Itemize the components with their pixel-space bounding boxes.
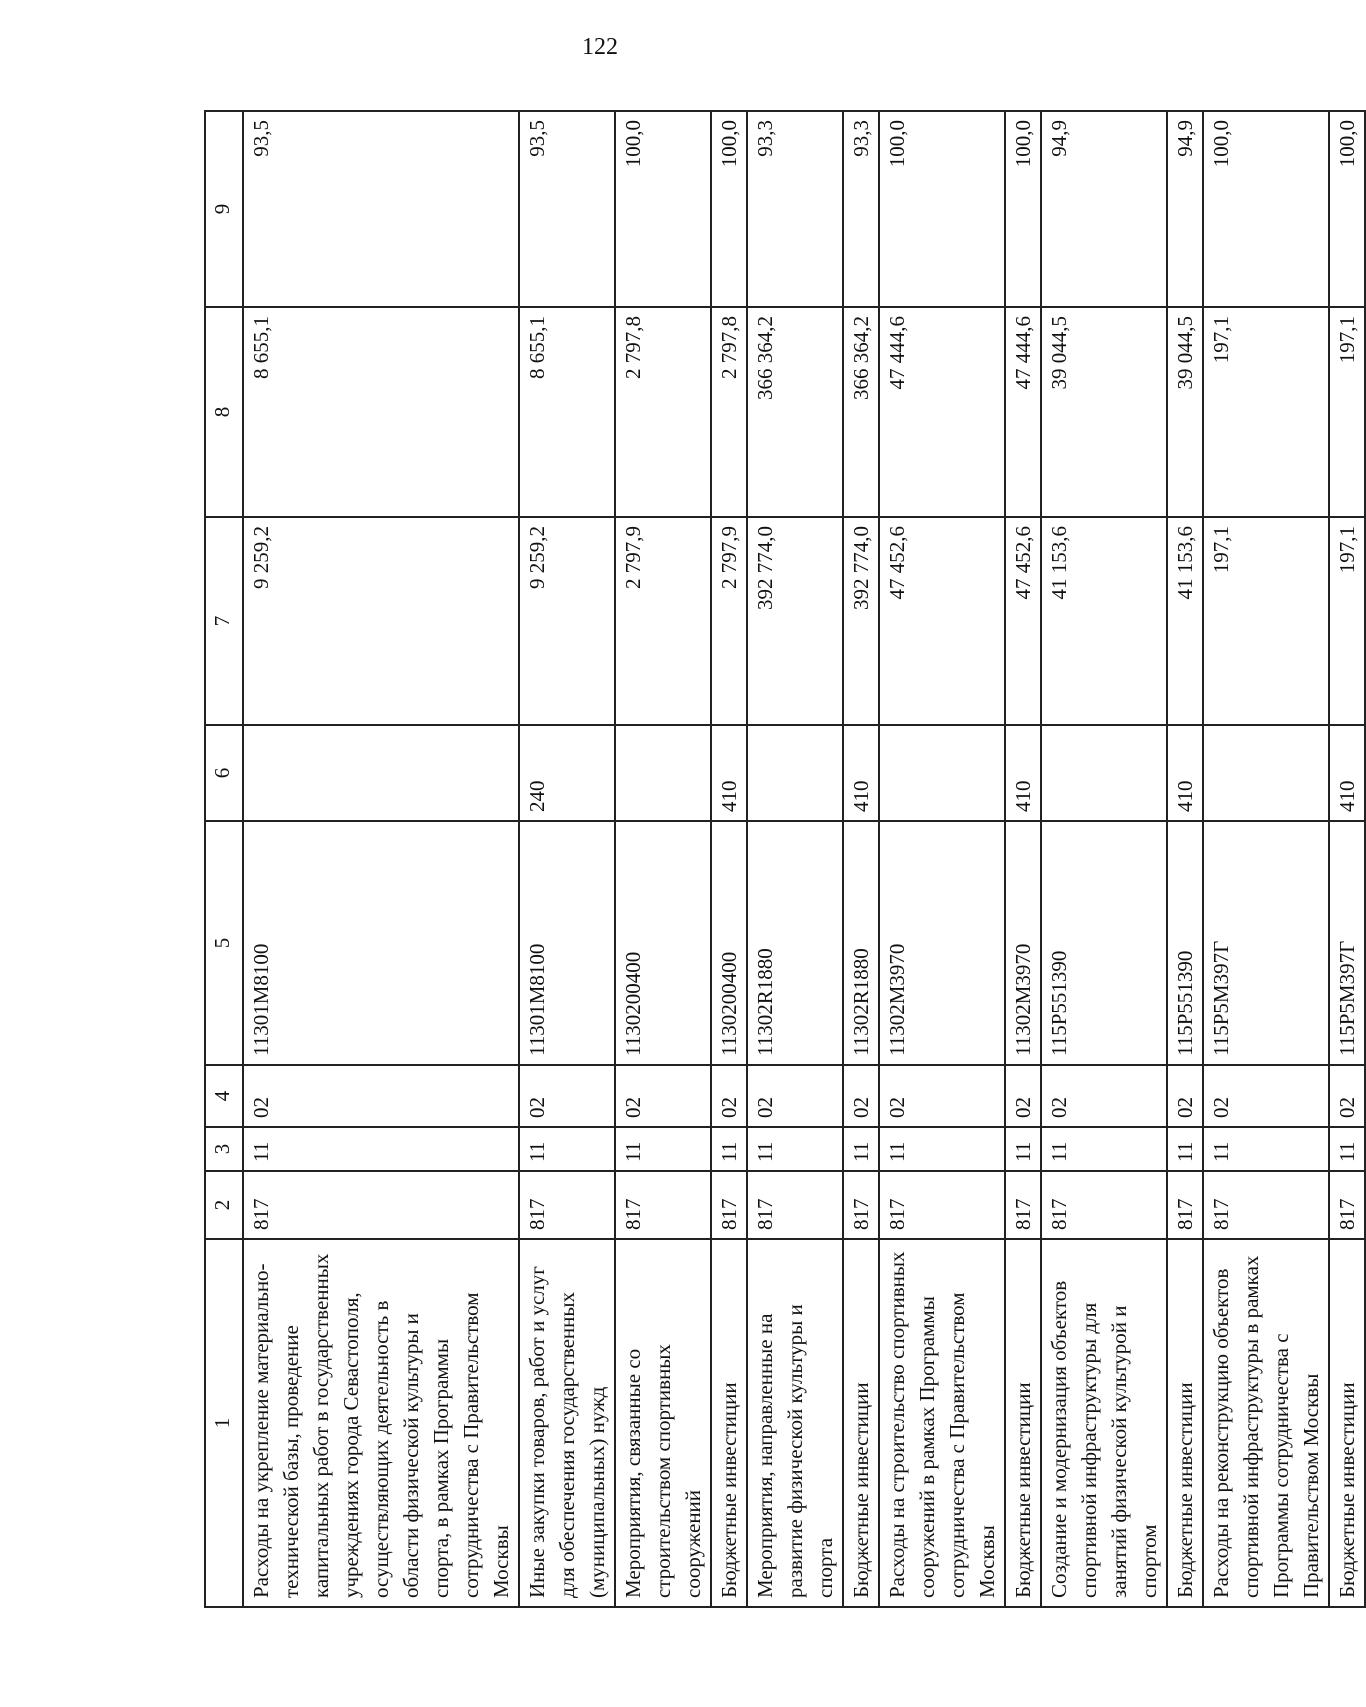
code-cell: 817 <box>1203 1171 1329 1239</box>
code-cell: 817 <box>711 1171 747 1239</box>
percent-cell: 93,3 <box>747 111 843 307</box>
code-cell: 410 <box>1005 725 1041 821</box>
code-cell <box>1041 725 1167 821</box>
amount-cell: 197,1 <box>1329 307 1365 517</box>
code-cell <box>243 725 519 821</box>
row-name-cell: Иные закупки товаров, работ и услуг для обеспечения государственных (муниципальных) нужд <box>519 1239 615 1607</box>
code-cell: 817 <box>243 1171 519 1239</box>
code-cell: 1130200400 <box>711 821 747 1065</box>
header-cell: 6 <box>205 725 243 821</box>
code-cell: 11 <box>615 1127 711 1171</box>
percent-cell: 93,5 <box>243 111 519 307</box>
rotated-table-container <box>204 112 1359 1608</box>
header-cell: 5 <box>205 821 243 1065</box>
row-name-cell: Расходы на укрепление материально-технической базы, проведение капитальных работ в государственных учреждениях города Севастополя, осуществляющих деятельность в области физической культуры и спорта, в рамках Программы сотрудничества с Правительством Москвы <box>243 1239 519 1607</box>
row-name-cell: Создание и модернизация объектов спортивной инфраструктуры для занятий физической культурой и спортом <box>1041 1239 1167 1607</box>
table-header-row <box>205 111 243 1607</box>
table-row <box>1041 111 1167 1607</box>
percent-cell: 94,9 <box>1041 111 1167 307</box>
amount-cell: 197,1 <box>1329 517 1365 725</box>
amount-cell: 47 452,6 <box>1005 517 1041 725</box>
table-row <box>711 111 747 1607</box>
row-name-cell: Бюджетные инвестиции <box>1005 1239 1041 1607</box>
code-cell: 11 <box>711 1127 747 1171</box>
table-row <box>879 111 1005 1607</box>
code-cell: 02 <box>1167 1065 1203 1127</box>
table-row <box>1203 111 1329 1607</box>
code-cell: 02 <box>747 1065 843 1127</box>
code-cell: 410 <box>1167 725 1203 821</box>
table-row <box>519 111 615 1607</box>
code-cell: 11 <box>843 1127 879 1171</box>
code-cell: 817 <box>1167 1171 1203 1239</box>
code-cell: 240 <box>519 725 615 821</box>
code-cell: 1130200400 <box>615 821 711 1065</box>
amount-cell: 39 044,5 <box>1167 307 1203 517</box>
header-cell: 9 <box>205 111 243 307</box>
code-cell <box>747 725 843 821</box>
row-name-cell: Мероприятия, связанные со строительством спортивных сооружений <box>615 1239 711 1607</box>
amount-cell: 2 797,9 <box>711 517 747 725</box>
code-cell: 11302R1880 <box>843 821 879 1065</box>
code-cell: 11301М8100 <box>519 821 615 1065</box>
amount-cell: 9 259,2 <box>519 517 615 725</box>
code-cell: 410 <box>1329 725 1365 821</box>
code-cell: 02 <box>519 1065 615 1127</box>
amount-cell: 47 444,6 <box>1005 307 1041 517</box>
amount-cell: 366 364,2 <box>843 307 879 517</box>
row-name-cell: Бюджетные инвестиции <box>711 1239 747 1607</box>
code-cell: 11 <box>519 1127 615 1171</box>
code-cell: 02 <box>243 1065 519 1127</box>
header-cell: 7 <box>205 517 243 725</box>
code-cell: 11302R1880 <box>747 821 843 1065</box>
row-name-cell: Бюджетные инвестиции <box>1329 1239 1365 1607</box>
code-cell: 115Р551390 <box>1167 821 1203 1065</box>
code-cell: 817 <box>1329 1171 1365 1239</box>
amount-cell: 2 797,8 <box>711 307 747 517</box>
code-cell: 02 <box>615 1065 711 1127</box>
code-cell: 11 <box>243 1127 519 1171</box>
amount-cell: 41 153,6 <box>1041 517 1167 725</box>
table-row <box>615 111 711 1607</box>
header-cell: 1 <box>205 1239 243 1607</box>
code-cell: 02 <box>879 1065 1005 1127</box>
amount-cell: 41 153,6 <box>1167 517 1203 725</box>
budget-table <box>204 110 1366 1608</box>
code-cell: 11 <box>1041 1127 1167 1171</box>
percent-cell: 100,0 <box>1329 111 1365 307</box>
code-cell <box>1203 725 1329 821</box>
code-cell: 115Р5М397Г <box>1203 821 1329 1065</box>
table-row <box>1167 111 1203 1607</box>
table-row <box>843 111 879 1607</box>
table-row <box>1005 111 1041 1607</box>
code-cell: 817 <box>615 1171 711 1239</box>
code-cell: 02 <box>1203 1065 1329 1127</box>
page-number: 122 <box>582 34 618 60</box>
amount-cell: 47 444,6 <box>879 307 1005 517</box>
amount-cell: 197,1 <box>1203 517 1329 725</box>
amount-cell: 9 259,2 <box>243 517 519 725</box>
code-cell: 115Р551390 <box>1041 821 1167 1065</box>
percent-cell: 100,0 <box>711 111 747 307</box>
code-cell: 410 <box>711 725 747 821</box>
code-cell <box>879 725 1005 821</box>
header-cell: 3 <box>205 1127 243 1171</box>
code-cell: 115Р5М397Г <box>1329 821 1365 1065</box>
header-cell: 2 <box>205 1171 243 1239</box>
row-name-cell: Расходы на реконструкцию объектов спортивной инфраструктуры в рамках Программы сотрудничества с Правительством Москвы <box>1203 1239 1329 1607</box>
code-cell: 02 <box>711 1065 747 1127</box>
row-name-cell: Мероприятия, направленные на развитие физической культуры и спорта <box>747 1239 843 1607</box>
code-cell: 02 <box>1329 1065 1365 1127</box>
table-row <box>1329 111 1365 1607</box>
header-cell: 4 <box>205 1065 243 1127</box>
amount-cell: 8 655,1 <box>519 307 615 517</box>
code-cell: 817 <box>747 1171 843 1239</box>
percent-cell: 94,9 <box>1167 111 1203 307</box>
header-cell: 8 <box>205 307 243 517</box>
code-cell: 817 <box>843 1171 879 1239</box>
code-cell: 02 <box>843 1065 879 1127</box>
percent-cell: 100,0 <box>1005 111 1041 307</box>
amount-cell: 392 774,0 <box>843 517 879 725</box>
amount-cell: 47 452,6 <box>879 517 1005 725</box>
code-cell: 11 <box>879 1127 1005 1171</box>
row-name-cell: Бюджетные инвестиции <box>1167 1239 1203 1607</box>
row-name-cell: Расходы на строительство спортивных сооружений в рамках Программы сотрудничества с Правительством Москвы <box>879 1239 1005 1607</box>
percent-cell: 93,3 <box>843 111 879 307</box>
table-body <box>205 111 1365 1607</box>
code-cell: 410 <box>843 725 879 821</box>
row-name-cell: Бюджетные инвестиции <box>843 1239 879 1607</box>
code-cell <box>615 725 711 821</box>
amount-cell: 2 797,9 <box>615 517 711 725</box>
amount-cell: 8 655,1 <box>243 307 519 517</box>
percent-cell: 93,5 <box>519 111 615 307</box>
code-cell: 11301М8100 <box>243 821 519 1065</box>
code-cell: 11 <box>1167 1127 1203 1171</box>
code-cell: 817 <box>1041 1171 1167 1239</box>
amount-cell: 366 364,2 <box>747 307 843 517</box>
code-cell: 11 <box>747 1127 843 1171</box>
code-cell: 11302М3970 <box>879 821 1005 1065</box>
amount-cell: 197,1 <box>1203 307 1329 517</box>
code-cell: 11302М3970 <box>1005 821 1041 1065</box>
amount-cell: 392 774,0 <box>747 517 843 725</box>
table-row <box>243 111 519 1607</box>
code-cell: 817 <box>879 1171 1005 1239</box>
table-row <box>747 111 843 1607</box>
code-cell: 817 <box>519 1171 615 1239</box>
code-cell: 11 <box>1203 1127 1329 1171</box>
code-cell: 02 <box>1005 1065 1041 1127</box>
percent-cell: 100,0 <box>1203 111 1329 307</box>
code-cell: 11 <box>1329 1127 1365 1171</box>
amount-cell: 2 797,8 <box>615 307 711 517</box>
code-cell: 11 <box>1005 1127 1041 1171</box>
code-cell: 02 <box>1041 1065 1167 1127</box>
percent-cell: 100,0 <box>615 111 711 307</box>
amount-cell: 39 044,5 <box>1041 307 1167 517</box>
code-cell: 817 <box>1005 1171 1041 1239</box>
percent-cell: 100,0 <box>879 111 1005 307</box>
